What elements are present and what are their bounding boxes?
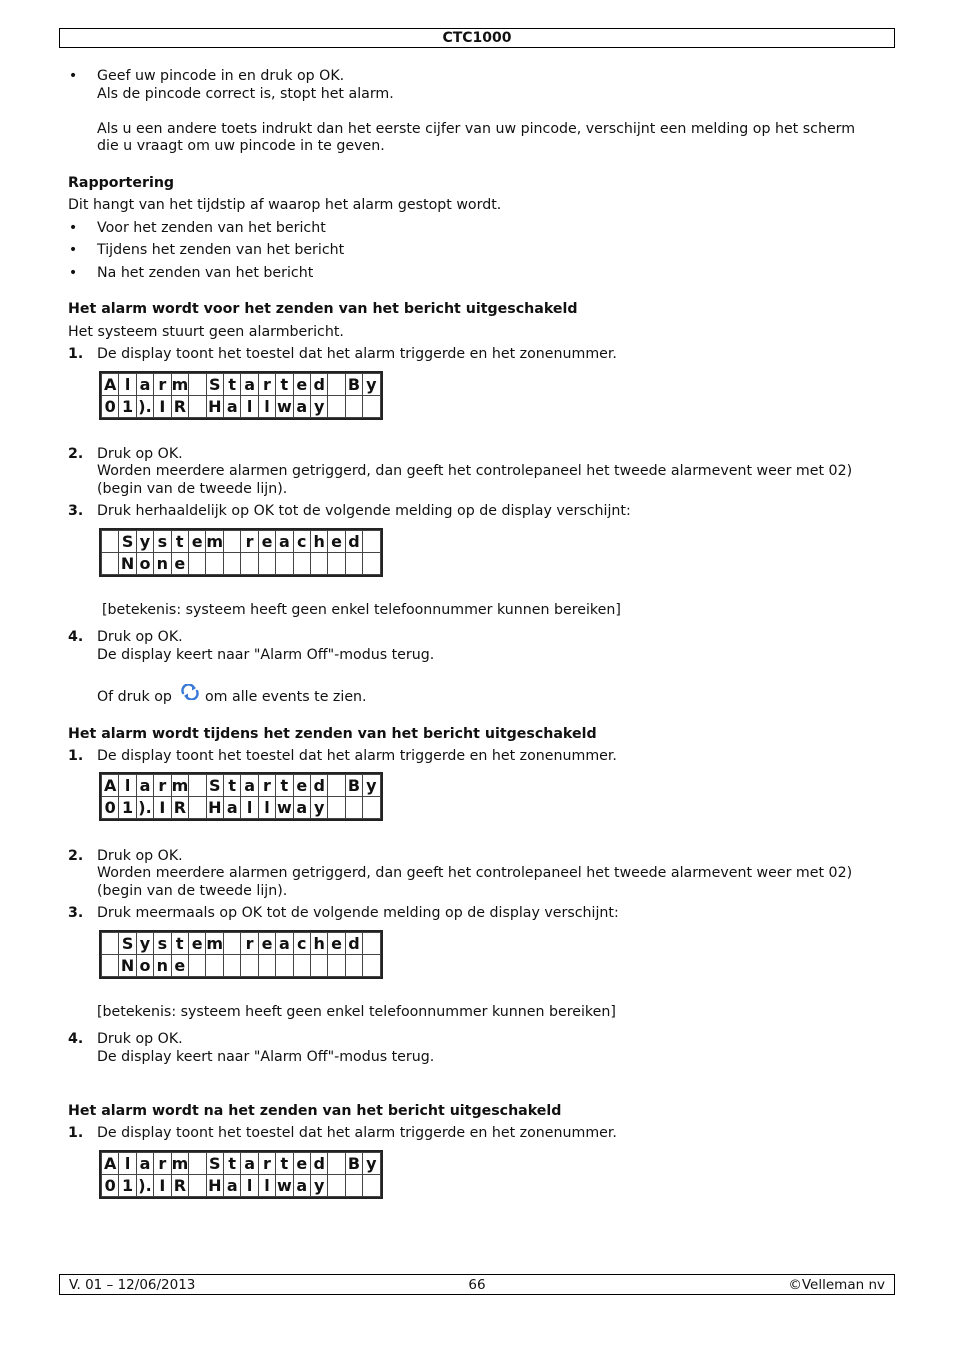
lcd-cell: 0 [102, 1175, 119, 1197]
list-item: Tijdens het zenden van het bericht [97, 242, 345, 258]
lcd-cell: I [154, 797, 171, 819]
page-header [59, 28, 895, 48]
lcd-cell [345, 955, 362, 977]
lcd-cell: r [241, 531, 258, 553]
lcd-cell: 1 [119, 797, 136, 819]
lcd-cell: A [102, 1153, 119, 1175]
lcd-cell: r [241, 933, 258, 955]
rapportering-heading: Rapportering [68, 175, 175, 191]
lcd-cell [363, 1175, 380, 1197]
lcd-cell: c [293, 933, 310, 955]
section-heading: Het alarm wordt na het zenden van het bericht uitgeschakeld [68, 1103, 562, 1119]
lcd-cell [363, 933, 380, 955]
lcd-cell: a [293, 1175, 310, 1197]
lcd-cell: S [119, 933, 136, 955]
lcd-cell: a [136, 1153, 153, 1175]
lcd-cell: B [345, 374, 362, 396]
lcd-cell [206, 553, 224, 575]
lcd-cell: S [206, 1153, 223, 1175]
lcd-cell [102, 553, 119, 575]
lcd-cell [363, 396, 380, 418]
step-text: (begin van de tweede lijn). [97, 481, 288, 497]
step-text: Druk op OK. [97, 1031, 183, 1047]
lcd-cell: y [310, 396, 327, 418]
lcd-cell [189, 1153, 206, 1175]
lcd-cell: l [241, 396, 258, 418]
lcd-cell: a [224, 797, 241, 819]
lcd-cell: l [258, 797, 275, 819]
list-item: Voor het zenden van het bericht [97, 220, 326, 236]
document-title: CTC1000 [442, 30, 512, 46]
lcd-cell [363, 553, 380, 575]
lcd-cell: l [258, 1175, 275, 1197]
lcd-cell [102, 955, 119, 977]
lcd-cell: d [345, 531, 362, 553]
lcd-cell: n [154, 955, 171, 977]
lcd-cell [241, 553, 258, 575]
lcd-cell: e [188, 531, 205, 553]
lcd-cell: N [120, 553, 135, 573]
lcd-cell: I [154, 396, 171, 418]
lcd-cell: a [276, 933, 293, 955]
lcd-cell [188, 553, 205, 575]
lcd-cell: h [310, 531, 327, 553]
lcd-cell: S [206, 775, 223, 797]
lcd-cell: e [328, 531, 345, 553]
lcd-cell: ). [138, 396, 152, 416]
lcd-cell [310, 955, 327, 977]
lcd-cell: R [171, 396, 189, 418]
lcd-cell: S [206, 374, 223, 396]
lcd-cell: s [154, 933, 171, 955]
lcd-cell: a [136, 374, 153, 396]
section-heading: Het alarm wordt voor het zenden van het bericht uitgeschakeld [68, 301, 578, 317]
lcd-cell: c [293, 531, 310, 553]
lcd-cell: r [258, 775, 275, 797]
lcd-cell: I [154, 1175, 171, 1197]
lcd-cell: a [224, 1175, 241, 1197]
lcd-cell: t [224, 374, 241, 396]
lcd-cell [310, 553, 327, 575]
lcd-cell [328, 797, 345, 819]
lcd-cell: w [276, 797, 292, 817]
lcd-cell: s [154, 531, 171, 553]
lcd-cell [224, 531, 241, 553]
lcd-cell [258, 955, 275, 977]
lcd-cell: e [293, 1153, 310, 1175]
lcd-cell: t [276, 775, 293, 797]
lcd-cell: a [241, 775, 258, 797]
intro-para-line2: die u vraagt om uw pincode in te geven. [97, 138, 385, 154]
step-number: 3. [68, 503, 84, 519]
lcd-cell: y [136, 933, 153, 955]
meaning-note: [betekenis: systeem heeft geen enkel telefoonnummer kunnen bereiken] [102, 602, 621, 618]
lcd-cell: y [363, 1153, 380, 1175]
lcd-cell: r [258, 374, 275, 396]
step-text: De display keert naar "Alarm Off"-modus terug. [97, 647, 435, 663]
lcd-display-alarm [99, 371, 383, 420]
lcd-cell [224, 955, 241, 977]
step-text: Druk herhaaldelijk op OK tot de volgende melding op de display verschijnt: [97, 503, 631, 519]
lcd-cell: a [241, 374, 258, 396]
lcd-cell: ). [138, 797, 152, 817]
lcd-row [102, 374, 381, 396]
lcd-display-system [99, 930, 383, 979]
lcd-row [102, 553, 381, 575]
lcd-cell [188, 955, 205, 977]
lcd-cell: H [208, 797, 222, 817]
lcd-cell: m [206, 933, 224, 953]
lcd-cell [276, 553, 293, 575]
lcd-row [102, 396, 381, 418]
lcd-cell: S [119, 531, 136, 553]
lcd-row [102, 955, 381, 977]
refresh-icon [179, 684, 201, 700]
events-text-after: om alle events te zien. [205, 689, 367, 705]
step-text: Druk op OK. [97, 446, 183, 462]
lcd-cell: N [120, 955, 135, 975]
lcd-cell: t [171, 531, 188, 553]
lcd-cell: a [293, 396, 310, 418]
lcd-cell: a [293, 797, 310, 819]
lcd-cell [363, 955, 380, 977]
lcd-cell: t [276, 374, 293, 396]
lcd-cell: e [188, 933, 205, 955]
step-text: Druk op OK. [97, 629, 183, 645]
lcd-cell [328, 553, 345, 575]
lcd-cell: y [363, 374, 380, 396]
step-number: 2. [68, 848, 84, 864]
lcd-cell: a [224, 396, 241, 418]
lcd-cell: e [293, 374, 310, 396]
lcd-cell [328, 775, 345, 797]
lcd-cell: a [241, 1153, 258, 1175]
list-item: Na het zenden van het bericht [97, 265, 314, 281]
lcd-display-alarm [99, 1150, 383, 1199]
step-number: 2. [68, 446, 84, 462]
lcd-cell: l [241, 797, 258, 819]
lcd-cell: e [258, 933, 275, 955]
lcd-cell: e [328, 933, 345, 955]
lcd-cell: ). [138, 1175, 152, 1195]
lcd-cell: d [345, 933, 362, 955]
lcd-cell: h [310, 933, 327, 955]
lcd-cell: d [310, 775, 327, 797]
lcd-cell: y [363, 775, 380, 797]
lcd-cell: H [208, 396, 222, 416]
lcd-cell: A [102, 775, 119, 797]
rapportering-text: Dit hangt van het tijdstip af waarop het alarm gestopt wordt. [68, 197, 502, 213]
lcd-cell: e [171, 553, 188, 575]
intro-bullet-line1: Geef uw pincode in en druk op OK. [97, 68, 345, 84]
lcd-display-alarm [99, 772, 383, 821]
lcd-cell [189, 1175, 206, 1197]
step-number: 1. [68, 748, 84, 764]
lcd-cell [293, 553, 310, 575]
step-text: Druk op OK. [97, 848, 183, 864]
lcd-row [102, 933, 381, 955]
lcd-cell: e [293, 775, 310, 797]
lcd-cell: 0 [102, 797, 119, 819]
lcd-cell: r [154, 374, 171, 396]
bullet-dot: • [68, 265, 78, 281]
lcd-cell: w [276, 1175, 292, 1195]
lcd-cell [345, 396, 362, 418]
lcd-cell: H [208, 1175, 222, 1195]
lcd-cell: 1 [119, 396, 136, 418]
lcd-cell: t [224, 1153, 241, 1175]
lcd-cell: R [171, 797, 189, 819]
lcd-cell: l [119, 775, 136, 797]
lcd-cell: o [136, 955, 153, 977]
lcd-cell: B [345, 1153, 362, 1175]
lcd-cell: w [276, 396, 292, 416]
step-number: 4. [68, 1031, 84, 1047]
lcd-cell [258, 553, 275, 575]
lcd-cell [345, 797, 362, 819]
lcd-cell: B [345, 775, 362, 797]
lcd-cell [224, 933, 241, 955]
step-text: Druk meermaals op OK tot de volgende melding op de display verschijnt: [97, 905, 619, 921]
lcd-cell: r [154, 775, 171, 797]
intro-para-line1: Als u een andere toets indrukt dan het eerste cijfer van uw pincode, verschijnt een melding op het scherm [97, 121, 856, 137]
lcd-cell: t [171, 933, 188, 955]
lcd-cell [363, 531, 380, 553]
footer-version: V. 01 – 12/06/2013 [69, 1277, 196, 1293]
step-number: 1. [68, 346, 84, 362]
lcd-cell: e [258, 531, 275, 553]
lcd-cell: l [119, 1153, 136, 1175]
lcd-cell [363, 797, 380, 819]
lcd-cell: n [154, 553, 171, 575]
lcd-cell [189, 374, 206, 396]
step-text: Worden meerdere alarmen getriggerd, dan geeft het controlepaneel het tweede alarmevent weer met 02) [97, 865, 853, 881]
meaning-note: [betekenis: systeem heeft geen enkel telefoonnummer kunnen bereiken] [97, 1004, 616, 1020]
footer-page-number: 66 [468, 1277, 486, 1293]
lcd-cell [102, 933, 119, 955]
events-text-before: Of druk op [97, 689, 172, 705]
lcd-cell: y [310, 797, 327, 819]
lcd-cell: m [171, 775, 189, 795]
step-text: Worden meerdere alarmen getriggerd, dan geeft het controlepaneel het tweede alarmevent weer met 02) [97, 463, 853, 479]
lcd-cell [206, 955, 224, 977]
step-number: 4. [68, 629, 84, 645]
lcd-cell: y [136, 531, 153, 553]
lcd-cell [189, 396, 206, 418]
lcd-cell [102, 531, 119, 553]
lcd-cell [189, 797, 206, 819]
lcd-cell [241, 955, 258, 977]
lcd-cell [328, 1153, 345, 1175]
lcd-row [102, 1153, 381, 1175]
lcd-cell [328, 396, 345, 418]
step-text: De display toont het toestel dat het alarm triggerde en het zonenummer. [97, 1125, 617, 1141]
bullet-dot: • [68, 68, 78, 84]
lcd-cell: t [224, 775, 241, 797]
intro-bullet-line2: Als de pincode correct is, stopt het alarm. [97, 86, 394, 102]
lcd-cell [328, 1175, 345, 1197]
lcd-row [102, 531, 381, 553]
section-heading: Het alarm wordt tijdens het zenden van het bericht uitgeschakeld [68, 726, 597, 742]
lcd-cell: y [310, 1175, 327, 1197]
lcd-cell: a [136, 775, 153, 797]
step-number: 3. [68, 905, 84, 921]
bullet-dot: • [68, 242, 78, 258]
lcd-cell: d [310, 374, 327, 396]
lcd-cell: d [310, 1153, 327, 1175]
step-text: De display toont het toestel dat het alarm triggerde en het zonenummer. [97, 748, 617, 764]
lcd-row [102, 775, 381, 797]
lcd-cell [345, 1175, 362, 1197]
bullet-dot: • [68, 220, 78, 236]
lcd-cell: A [102, 374, 119, 396]
lcd-cell: m [171, 374, 189, 394]
lcd-row [102, 1175, 381, 1197]
lcd-cell [328, 374, 345, 396]
page-footer [59, 1274, 895, 1295]
lcd-cell: o [136, 553, 153, 575]
lcd-cell: e [171, 955, 188, 977]
lcd-cell [224, 553, 241, 575]
lcd-cell: R [171, 1175, 189, 1197]
lcd-row [102, 797, 381, 819]
step-text: De display toont het toestel dat het alarm triggerde en het zonenummer. [97, 346, 617, 362]
lcd-cell: 1 [119, 1175, 136, 1197]
lcd-cell: m [206, 531, 224, 551]
lcd-cell: l [119, 374, 136, 396]
step-text: (begin van de tweede lijn). [97, 883, 288, 899]
step-number: 1. [68, 1125, 84, 1141]
lcd-cell [293, 955, 310, 977]
lcd-cell: 0 [102, 396, 119, 418]
lcd-cell: m [171, 1153, 189, 1173]
lcd-cell [276, 955, 293, 977]
lcd-cell [345, 553, 362, 575]
lcd-cell: r [154, 1153, 171, 1175]
lcd-cell: l [241, 1175, 258, 1197]
section-intro: Het systeem stuurt geen alarmbericht. [68, 324, 344, 340]
step-text: De display keert naar "Alarm Off"-modus terug. [97, 1049, 435, 1065]
lcd-cell: r [258, 1153, 275, 1175]
lcd-cell: t [276, 1153, 293, 1175]
lcd-cell: a [276, 531, 293, 553]
lcd-cell: l [258, 396, 275, 418]
lcd-display-system [99, 528, 383, 577]
lcd-cell [189, 775, 206, 797]
lcd-cell [328, 955, 345, 977]
footer-copyright: ©Velleman nv [788, 1277, 885, 1293]
